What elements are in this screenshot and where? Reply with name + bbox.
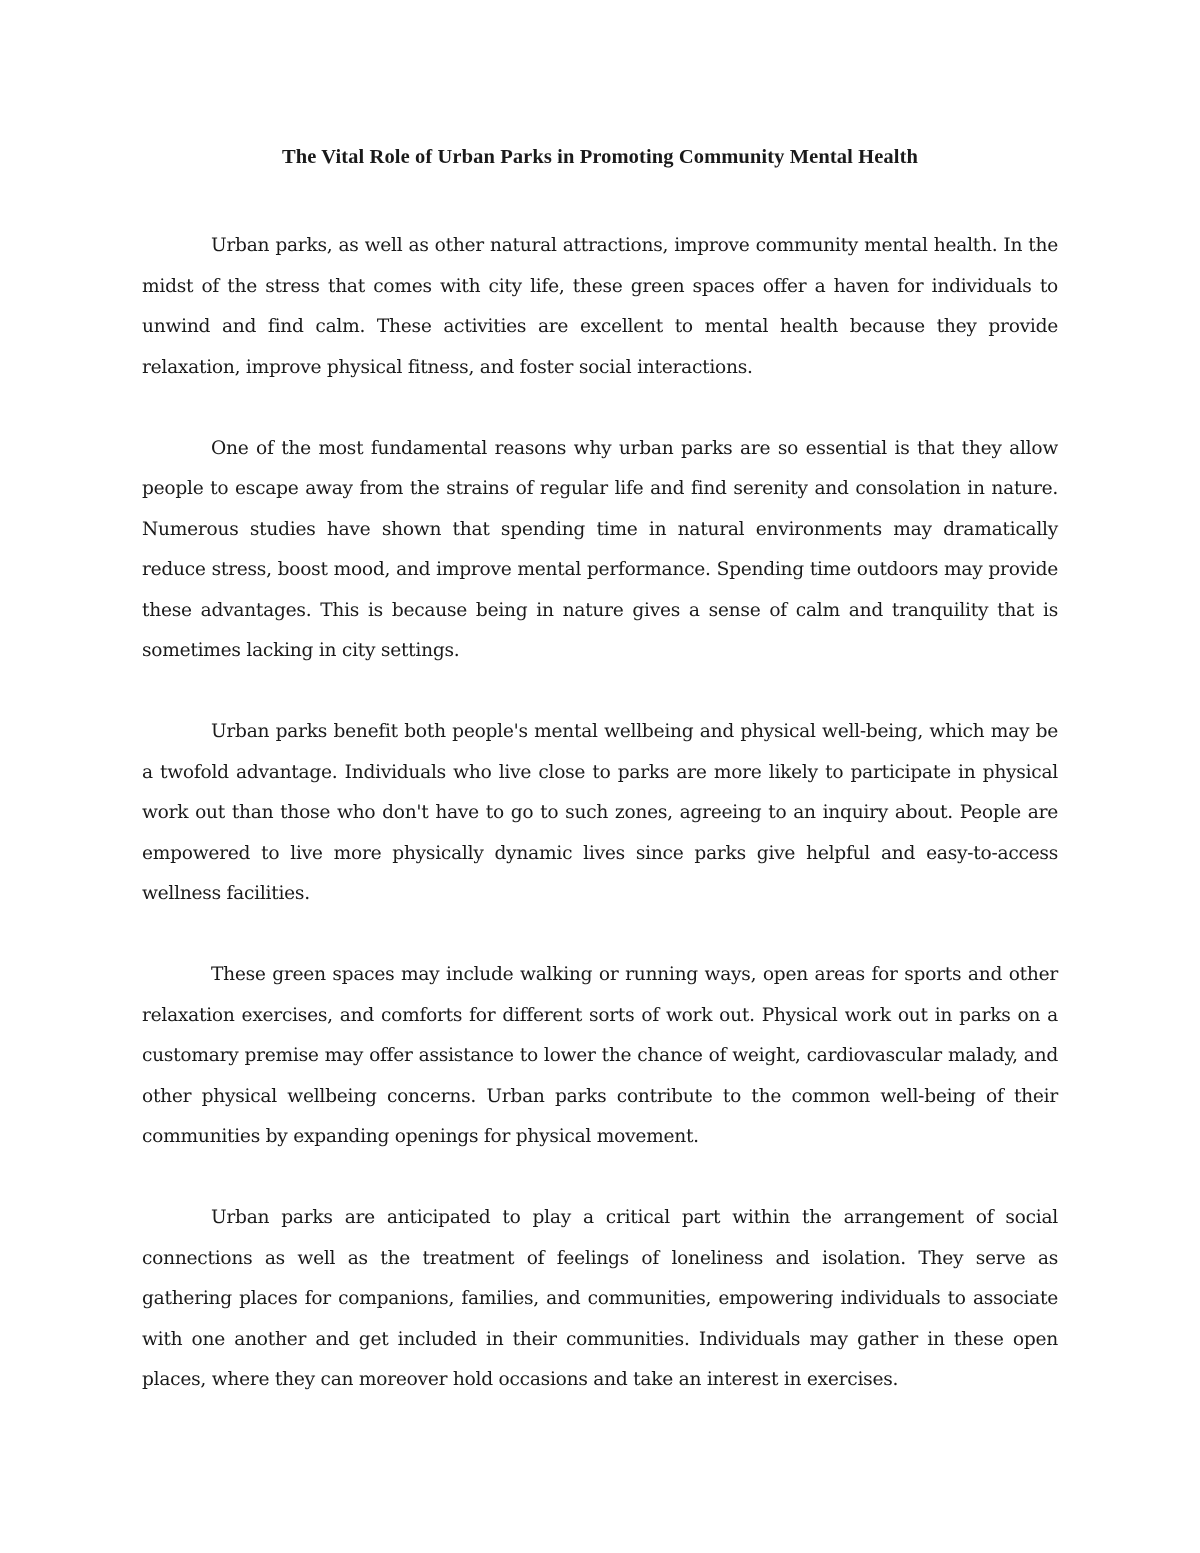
document-title: The Vital Role of Urban Parks in Promoting Community Mental Health bbox=[281, 146, 918, 168]
document-body bbox=[142, 226, 1058, 1441]
paragraph: These green spaces may include walking or running ways, open areas for sports and other relaxation exercises, and comforts for different sorts of work out. Physical work out in parks on a customary premise may offer assistance to lower the chance of weight, cardiovascular malady, and other physical wellbeing concerns. Urban parks contribute to the common well-being of their communities by expanding openings for physical movement. bbox=[142, 964, 1058, 1147]
paragraph: Urban parks are anticipated to play a critical part within the arrangement of social connections as well as the treatment of feelings of loneliness and isolation. They serve as gathering places for companions, families, and communities, empowering individuals to associate with one another and get included in their communities. Individuals may gather in these open places, where they can moreover hold occasions and take an interest in exercises. bbox=[142, 1207, 1058, 1390]
paragraph: One of the most fundamental reasons why urban parks are so essential is that they allow people to escape away from the strains of regular life and find serenity and consolation in nature. Numerous studies have shown that spending time in natural environments may dramatically reduce stress, boost mood, and improve mental performance. Spending time outdoors may provide these advantages. This is because being in nature gives a sense of calm and tranquility that is sometimes lacking in city settings. bbox=[142, 437, 1058, 661]
paragraph: Urban parks benefit both people's mental wellbeing and physical well-being, which may be a twofold advantage. Individuals who live close to parks are more likely to participate in physical work out than those who don't have to go to such zones, agreeing to an inquiry about. People are empowered to live more physically dynamic lives since parks give helpful and easy-to-access wellness facilities. bbox=[142, 721, 1058, 904]
paragraph: Urban parks, as well as other natural attractions, improve community mental health. In the midst of the stress that comes with city life, these green spaces offer a haven for individuals to unwind and find calm. These activities are excellent to mental health because they provide relaxation, improve physical fitness, and foster social interactions. bbox=[142, 235, 1058, 378]
